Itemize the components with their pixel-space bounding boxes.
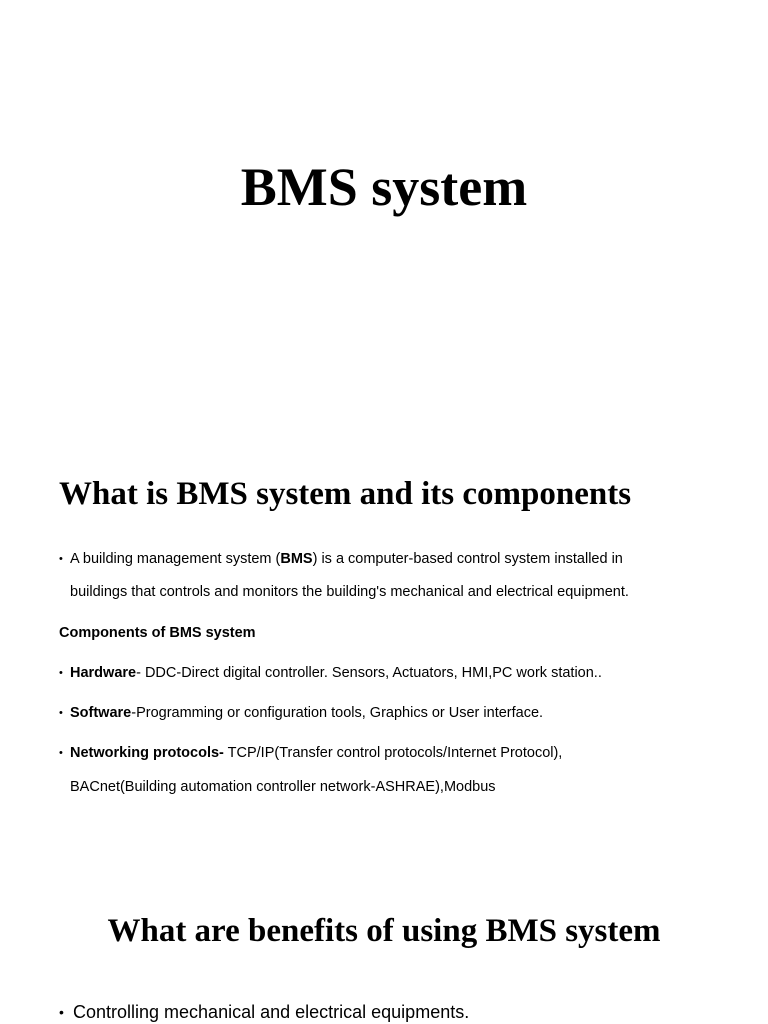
hardware-text: - DDC-Direct digital controller. Sensors, Actuators, HMI,PC work station..: [136, 665, 602, 681]
intro-text-pre: A building management system (: [70, 551, 281, 567]
networking-item: [70, 743, 562, 763]
bullet-software: •: [59, 707, 63, 719]
intro-text-bms: BMS: [280, 551, 313, 567]
networking-text-1: TCP/IP(Transfer control protocols/Internet Protocol),: [223, 745, 563, 761]
networking-text-2: BACnet(Building automation controller network-ASHRAE),Modbus: [70, 779, 496, 795]
networking-label: Networking protocols-: [70, 745, 224, 761]
hardware-item: [70, 663, 602, 683]
software-label: Software: [70, 705, 132, 721]
hardware-label: Hardware: [70, 665, 137, 681]
software-text: -Programming or configuration tools, Graphics or User interface.: [131, 705, 544, 721]
software-item: [70, 703, 543, 723]
components-heading: What is BMS system and its components: [59, 476, 632, 512]
intro-line-2: buildings that controls and monitors the building's mechanical and electrical equipment.: [70, 584, 629, 600]
intro-line-1: [70, 549, 623, 569]
page-title: BMS system: [240, 157, 528, 217]
benefit-item: Controlling mechanical and electrical equipments.: [73, 1002, 470, 1022]
benefits-heading: What are benefits of using BMS system: [107, 913, 661, 949]
bullet-hardware: •: [59, 667, 63, 679]
bullet-intro: •: [59, 553, 63, 565]
bullet-benefit-1: •: [59, 1004, 64, 1020]
bullet-networking: •: [59, 747, 63, 759]
intro-text-post: ) is a computer-based control system installed in: [312, 551, 623, 567]
components-subheading: Components of BMS system: [59, 625, 256, 641]
